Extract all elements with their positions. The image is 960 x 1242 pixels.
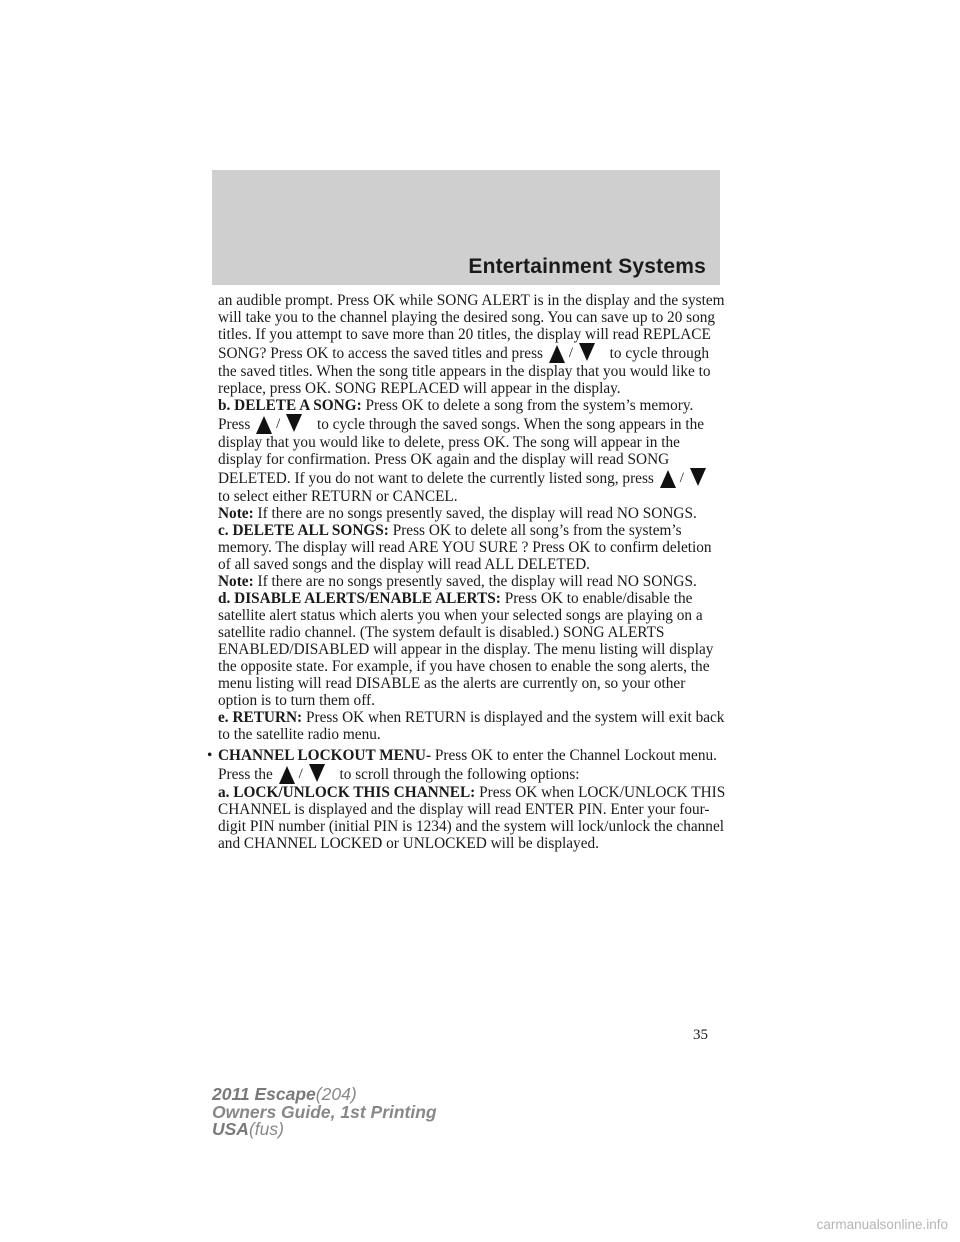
delete-a-song-label: b. DELETE A SONG: (218, 397, 362, 414)
paragraph-channel-lockout: • CHANNEL LOCKOUT MENU- Press OK to enter the Channel Lockout menu. Press the / to scroll through the following options: (207, 747, 717, 783)
lock-unlock-label: a. LOCK/UNLOCK THIS CHANNEL: (218, 784, 476, 801)
arrow-up-icon (549, 345, 565, 363)
arrow-up-icon (660, 470, 676, 488)
bullet-icon: • (207, 747, 213, 764)
paragraph-return: e. RETURN: Press OK when RETURN is displayed and the system will exit back to the satellite radio menu. (218, 709, 725, 743)
paragraph-note-1: Note: If there are no songs presently saved, the display will read NO SONGS. (218, 505, 697, 522)
watermark-link[interactable]: carmanualsonline.info (816, 1217, 948, 1232)
up-down-arrows: / (279, 764, 329, 784)
paragraph-disable-alerts: d. DISABLE ALERTS/ENABLE ALERTS: Press OK to enable/disable the satellite alert status which alerts you when your selected songs are playing on a satellite radio channel. (The system default is disabled.) SONG ALERTS ENABLED/DISABLED will appear in the display. The menu listing will display the opposite state. For example, if you have chosen to enable the song alerts, the menu listing will read DISABLE as the alerts are currently on, so your other option is to turn them off. (218, 590, 714, 709)
paragraph-song-alert: an audible prompt. Press OK while SONG ALERT is in the display and the system will take you to the channel playing the desired song. You can save up to 20 song titles. If you attempt to save more than 20 titles, the display will read REPLACE SONG? Press OK to access the saved titles and press / to cycle through the saved titles. When the song title appears in the display that you would like to replace, press OK. SONG REPLACED will appear in the display. (218, 292, 725, 397)
arrow-up-icon (256, 416, 272, 434)
paragraph-delete-a-song: b. DELETE A SONG: Press OK to delete a song from the system’s memory. Press / to cycle through the saved songs. When the song appears in the display that you would like to delete, press OK. The song will appear in the display for confirmation. Press OK again and the display will read SONG DELETED. If you do not want to delete the currently listed song, press / to select either RETURN or CANCEL. (218, 397, 726, 505)
arrow-down-icon (309, 764, 325, 782)
page-number: 35 (693, 1027, 708, 1043)
arrow-down-icon (579, 343, 595, 361)
note-label: Note: (218, 505, 254, 522)
up-down-arrows: / (660, 468, 710, 488)
arrow-down-icon (286, 414, 302, 432)
footer-line-2: Owners Guide, 1st Printing (212, 1101, 437, 1122)
arrow-down-icon (690, 468, 706, 486)
return-label: e. RETURN: (218, 709, 303, 726)
up-down-arrows: / (549, 343, 599, 363)
channel-lockout-label: CHANNEL LOCKOUT MENU- (218, 747, 432, 764)
paragraph-delete-all-songs: c. DELETE ALL SONGS: Press OK to delete all song’s from the system’s memory. The display will read ARE YOU SURE ? Press OK to confirm deletion of all saved songs and the display will read ALL DELETED. (218, 522, 712, 573)
disable-alerts-label: d. DISABLE ALERTS/ENABLE ALERTS: (218, 590, 501, 607)
body-text (207, 292, 726, 852)
paragraph-note-2: Note: If there are no songs presently saved, the display will read NO SONGS. (218, 573, 697, 590)
section-title: Entertainment Systems (468, 255, 706, 278)
print-footer (212, 1086, 437, 1139)
arrow-up-icon (279, 766, 295, 784)
footer-line-1: 2011 Escape(204) (212, 1084, 357, 1104)
header-band (212, 170, 720, 285)
up-down-arrows: / (256, 414, 306, 434)
footer-line-3: USA(fus) (212, 1119, 284, 1139)
note-label: Note: (218, 573, 254, 590)
paragraph-lock-unlock: a. LOCK/UNLOCK THIS CHANNEL: Press OK when LOCK/UNLOCK THIS CHANNEL is displayed and the display will read ENTER PIN. Enter your four-digit PIN number (initial PIN is 1234) and the system will lock/unlock the channel and CHANNEL LOCKED or UNLOCKED will be displayed. (218, 784, 726, 852)
delete-all-songs-label: c. DELETE ALL SONGS: (218, 522, 389, 539)
